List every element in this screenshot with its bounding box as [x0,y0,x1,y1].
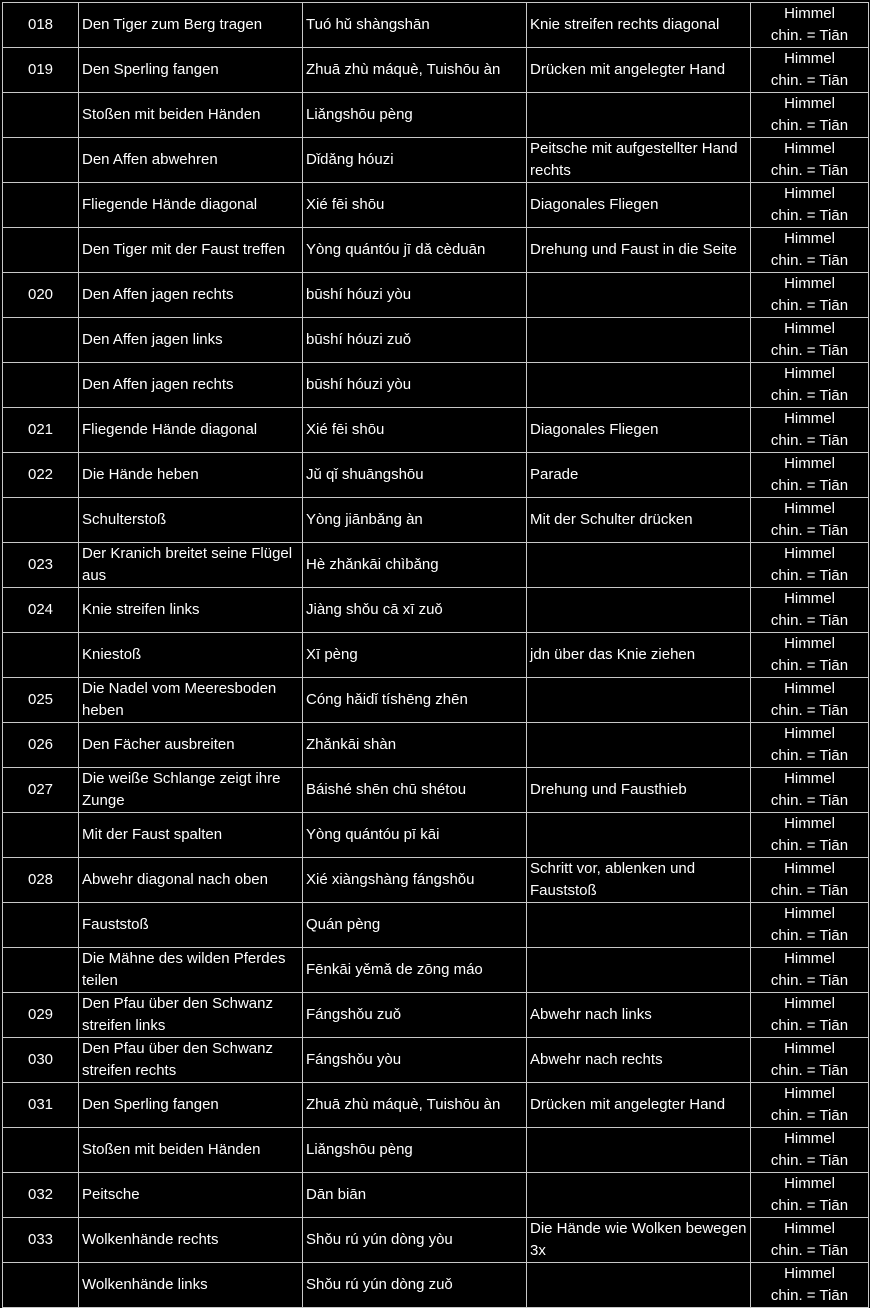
cell-german-name: Schulterstoß [79,498,303,543]
element-chinese: chin. = Tiān [770,1017,849,1034]
cell-german-name: Die Nadel vom Meeresboden heben [79,678,303,723]
element-chinese: chin. = Tiān [770,612,849,629]
cell-german-name: Die Mähne des wilden Pferdes teilen [79,948,303,993]
cell-german-name: Den Tiger zum Berg tragen [79,3,303,48]
cell-description [527,813,751,858]
cell-description: Peitsche mit aufgestellter Hand rechts [527,138,751,183]
table-row [3,3,869,48]
cell-element [751,408,869,453]
cell-element [751,903,869,948]
element-name: Himmel [784,905,835,922]
table-row [3,768,869,813]
cell-element [751,3,869,48]
element-name: Himmel [784,995,835,1012]
taichi-form-table [2,2,869,1308]
element-chinese: chin. = Tiān [770,792,849,809]
cell-description: Drücken mit angelegter Hand [527,48,751,93]
table-row [3,678,869,723]
cell-element [751,363,869,408]
cell-german-name: Abwehr diagonal nach oben [79,858,303,903]
element-chinese: chin. = Tiān [770,27,849,44]
table-row [3,93,869,138]
cell-german-name: Wolkenhände rechts [79,1218,303,1263]
cell-number [3,1128,79,1173]
cell-number: 031 [3,1083,79,1128]
cell-german-name: Die Hände heben [79,453,303,498]
cell-german-name: Den Affen jagen rechts [79,273,303,318]
element-chinese: chin. = Tiān [770,297,849,314]
element-name: Himmel [784,950,835,967]
element-name: Himmel [784,500,835,517]
cell-description: Diagonales Fliegen [527,183,751,228]
element-chinese: chin. = Tiān [770,747,849,764]
element-name: Himmel [784,635,835,652]
cell-german-name: Peitsche [79,1173,303,1218]
cell-description: Schritt vor, ablenken und Fauststoß [527,858,751,903]
cell-pinyin: Yòng quántóu jī dǎ cèduān [303,228,527,273]
cell-element [751,93,869,138]
cell-pinyin: būshí hóuzi zuǒ [303,318,527,363]
cell-pinyin: Shǒu rú yún dòng zuǒ [303,1263,527,1308]
cell-description [527,723,751,768]
table-row [3,228,869,273]
cell-number: 024 [3,588,79,633]
element-chinese: chin. = Tiān [770,1107,849,1124]
table-row [3,498,869,543]
table-row [3,948,869,993]
cell-element [751,318,869,363]
cell-number: 027 [3,768,79,813]
cell-element [751,993,869,1038]
cell-number [3,633,79,678]
cell-german-name: Den Fächer ausbreiten [79,723,303,768]
table-row [3,48,869,93]
cell-number: 026 [3,723,79,768]
cell-number [3,1263,79,1308]
cell-number [3,318,79,363]
cell-pinyin: Dān biān [303,1173,527,1218]
table-row [3,543,869,588]
element-name: Himmel [784,1040,835,1057]
cell-pinyin: Zhǎnkāi shàn [303,723,527,768]
cell-german-name: Kniestoß [79,633,303,678]
cell-description [527,948,751,993]
cell-number [3,813,79,858]
table-row [3,138,869,183]
element-name: Himmel [784,5,835,22]
cell-element [751,948,869,993]
cell-german-name: Den Sperling fangen [79,48,303,93]
table-row [3,1173,869,1218]
element-name: Himmel [784,1085,835,1102]
element-chinese: chin. = Tiān [770,1062,849,1079]
cell-description: Abwehr nach links [527,993,751,1038]
cell-description [527,273,751,318]
element-name: Himmel [784,680,835,697]
element-name: Himmel [784,275,835,292]
cell-description: Parade [527,453,751,498]
cell-number: 021 [3,408,79,453]
cell-description [527,1173,751,1218]
cell-element [751,678,869,723]
cell-number: 025 [3,678,79,723]
cell-number: 030 [3,1038,79,1083]
cell-pinyin: Liǎngshōu pèng [303,1128,527,1173]
table-row [3,858,869,903]
element-chinese: chin. = Tiān [770,1242,849,1259]
cell-german-name: Den Sperling fangen [79,1083,303,1128]
cell-element [751,498,869,543]
element-chinese: chin. = Tiān [770,522,849,539]
cell-number [3,93,79,138]
cell-pinyin: Shǒu rú yún dòng yòu [303,1218,527,1263]
cell-pinyin: Liǎngshōu pèng [303,93,527,138]
cell-element [751,138,869,183]
cell-german-name: Fliegende Hände diagonal [79,408,303,453]
cell-pinyin: Xié fēi shōu [303,408,527,453]
element-name: Himmel [784,140,835,157]
element-name: Himmel [784,95,835,112]
cell-pinyin: Zhuā zhù máquè, Tuishōu àn [303,1083,527,1128]
cell-element [751,723,869,768]
cell-number: 022 [3,453,79,498]
element-chinese: chin. = Tiān [770,477,849,494]
table-body [3,3,869,1308]
table-row [3,633,869,678]
cell-element [751,858,869,903]
cell-pinyin: Dǐdǎng hóuzi [303,138,527,183]
cell-description [527,93,751,138]
cell-description: Diagonales Fliegen [527,408,751,453]
cell-german-name: Den Pfau über den Schwanz streifen links [79,993,303,1038]
element-name: Himmel [784,365,835,382]
cell-number: 023 [3,543,79,588]
element-chinese: chin. = Tiān [770,1152,849,1169]
cell-pinyin: Xié fēi shōu [303,183,527,228]
cell-description [527,588,751,633]
cell-number: 028 [3,858,79,903]
cell-pinyin: Yòng quántóu pī kāi [303,813,527,858]
table-row [3,1083,869,1128]
element-name: Himmel [784,230,835,247]
cell-description [527,363,751,408]
cell-pinyin: Xié xiàngshàng fángshǒu [303,858,527,903]
table-row [3,318,869,363]
cell-pinyin: Cóng hǎidǐ tíshēng zhēn [303,678,527,723]
cell-number: 033 [3,1218,79,1263]
cell-german-name: Mit der Faust spalten [79,813,303,858]
cell-german-name: Die weiße Schlange zeigt ihre Zunge [79,768,303,813]
element-chinese: chin. = Tiān [770,1287,849,1304]
element-chinese: chin. = Tiān [770,432,849,449]
cell-element [751,588,869,633]
cell-german-name: Stoßen mit beiden Händen [79,1128,303,1173]
element-chinese: chin. = Tiān [770,72,849,89]
cell-number [3,228,79,273]
element-name: Himmel [784,860,835,877]
element-chinese: chin. = Tiān [770,387,849,404]
cell-element [751,1173,869,1218]
cell-number: 029 [3,993,79,1038]
table-row [3,723,869,768]
element-chinese: chin. = Tiān [770,657,849,674]
cell-german-name: Stoßen mit beiden Händen [79,93,303,138]
element-chinese: chin. = Tiān [770,207,849,224]
cell-pinyin: Fángshǒu zuǒ [303,993,527,1038]
cell-pinyin: Quán pèng [303,903,527,948]
cell-element [751,633,869,678]
element-name: Himmel [784,320,835,337]
element-name: Himmel [784,1130,835,1147]
cell-element [751,543,869,588]
cell-number [3,183,79,228]
element-name: Himmel [784,50,835,67]
element-name: Himmel [784,185,835,202]
cell-element [751,1083,869,1128]
cell-german-name: Den Pfau über den Schwanz streifen rechts [79,1038,303,1083]
cell-number: 018 [3,3,79,48]
table-row [3,453,869,498]
cell-german-name: Den Affen abwehren [79,138,303,183]
element-chinese: chin. = Tiān [770,882,849,899]
cell-pinyin: Xī pèng [303,633,527,678]
cell-pinyin: Báishé shēn chū shétou [303,768,527,813]
element-name: Himmel [784,725,835,742]
cell-element [751,768,869,813]
cell-description [527,903,751,948]
cell-element [751,48,869,93]
cell-pinyin: Yòng jiānbǎng àn [303,498,527,543]
element-chinese: chin. = Tiān [770,1197,849,1214]
table-row [3,813,869,858]
element-chinese: chin. = Tiān [770,837,849,854]
cell-element [751,813,869,858]
cell-description [527,1128,751,1173]
cell-description: jdn über das Knie ziehen [527,633,751,678]
cell-description [527,1263,751,1308]
cell-description: Drücken mit angelegter Hand [527,1083,751,1128]
cell-german-name: Fauststoß [79,903,303,948]
cell-description: Die Hände wie Wolken bewegen 3x [527,1218,751,1263]
cell-german-name: Knie streifen links [79,588,303,633]
cell-number: 019 [3,48,79,93]
cell-pinyin: Zhuā zhù máquè, Tuishōu àn [303,48,527,93]
cell-description [527,678,751,723]
cell-element [751,228,869,273]
element-chinese: chin. = Tiān [770,342,849,359]
cell-description [527,543,751,588]
element-name: Himmel [784,410,835,427]
cell-description: Abwehr nach rechts [527,1038,751,1083]
cell-number: 032 [3,1173,79,1218]
element-name: Himmel [784,1265,835,1282]
cell-german-name: Den Affen jagen links [79,318,303,363]
table-row [3,183,869,228]
element-chinese: chin. = Tiān [770,567,849,584]
cell-number [3,498,79,543]
element-name: Himmel [784,545,835,562]
cell-german-name: Der Kranich breitet seine Flügel aus [79,543,303,588]
cell-german-name: Den Affen jagen rechts [79,363,303,408]
table-row [3,903,869,948]
element-chinese: chin. = Tiān [770,927,849,944]
table-row [3,1038,869,1083]
cell-pinyin: Jǔ qǐ shuāngshōu [303,453,527,498]
cell-element [751,1263,869,1308]
element-chinese: chin. = Tiān [770,972,849,989]
table-row [3,1218,869,1263]
table-row [3,1128,869,1173]
cell-element [751,1038,869,1083]
cell-element [751,183,869,228]
element-chinese: chin. = Tiān [770,252,849,269]
cell-german-name: Wolkenhände links [79,1263,303,1308]
cell-number [3,363,79,408]
cell-pinyin: Tuó hǔ shàngshān [303,3,527,48]
cell-pinyin: Fángshǒu yòu [303,1038,527,1083]
table-row [3,408,869,453]
element-name: Himmel [784,815,835,832]
cell-german-name: Den Tiger mit der Faust treffen [79,228,303,273]
element-name: Himmel [784,770,835,787]
cell-pinyin: būshí hóuzi yòu [303,273,527,318]
element-name: Himmel [784,455,835,472]
cell-german-name: Fliegende Hände diagonal [79,183,303,228]
cell-number: 020 [3,273,79,318]
cell-pinyin: Jiàng shǒu cā xī zuǒ [303,588,527,633]
table-row [3,273,869,318]
element-chinese: chin. = Tiān [770,702,849,719]
table-row [3,993,869,1038]
cell-number [3,903,79,948]
cell-pinyin: Hè zhǎnkāi chìbǎng [303,543,527,588]
element-chinese: chin. = Tiān [770,117,849,134]
element-name: Himmel [784,1220,835,1237]
cell-pinyin: būshí hóuzi yòu [303,363,527,408]
cell-element [751,1128,869,1173]
cell-number [3,138,79,183]
table-row [3,1263,869,1308]
cell-element [751,1218,869,1263]
cell-pinyin: Fēnkāi yěmǎ de zōng máo [303,948,527,993]
cell-number [3,948,79,993]
cell-element [751,453,869,498]
cell-description: Knie streifen rechts diagonal [527,3,751,48]
cell-description: Drehung und Fausthieb [527,768,751,813]
element-chinese: chin. = Tiān [770,162,849,179]
cell-element [751,273,869,318]
table-row [3,588,869,633]
element-name: Himmel [784,1175,835,1192]
table-row [3,363,869,408]
cell-description [527,318,751,363]
cell-description: Mit der Schulter drücken [527,498,751,543]
element-name: Himmel [784,590,835,607]
cell-description: Drehung und Faust in die Seite [527,228,751,273]
